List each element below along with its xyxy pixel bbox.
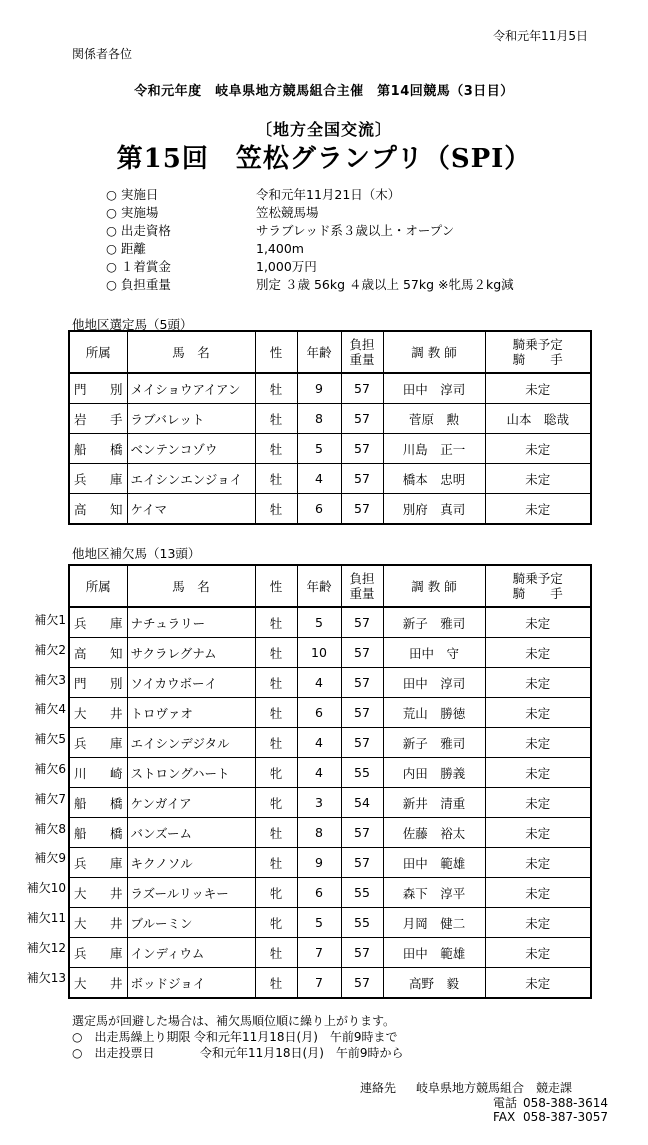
- age-cell: 4: [297, 464, 341, 494]
- trainer-cell: 川島 正一: [383, 434, 485, 464]
- affiliation-cell: 大井: [69, 908, 127, 938]
- table-row: [69, 818, 591, 848]
- trainer-cell: 田中 守: [383, 638, 485, 668]
- horse-name-cell: ナチュラリー: [127, 607, 255, 638]
- substitute-rank: 補欠6: [34, 761, 66, 776]
- jockey-cell: 未定: [485, 818, 591, 848]
- jockey-cell: 未定: [485, 698, 591, 728]
- table-row: [69, 638, 591, 668]
- weight-cell: 57: [341, 638, 383, 668]
- horse-name-cell: ストロングハート: [127, 758, 255, 788]
- trainer-cell: 田中 淳司: [383, 668, 485, 698]
- substitute-rank: 補欠13: [26, 970, 66, 985]
- tel-label: 電話: [493, 1095, 518, 1110]
- trainer-cell: 橋本 忠明: [383, 464, 485, 494]
- event-heading: 令和元年度 岐阜県地方競馬組合主催 第14回競馬（3日目）: [134, 84, 514, 99]
- weight-cell: 57: [341, 434, 383, 464]
- table-row: [69, 788, 591, 818]
- substitute-rank: 補欠8: [34, 821, 66, 836]
- note-label: ○ 出走馬繰上り期限: [72, 1030, 191, 1044]
- jockey-cell: 未定: [485, 848, 591, 878]
- table-header-row: [69, 565, 591, 607]
- trainer-cell: 別府 真司: [383, 494, 485, 525]
- jockey-cell: 未定: [485, 938, 591, 968]
- sex-cell: 牡: [255, 434, 297, 464]
- affiliation-cell: 船橋: [69, 788, 127, 818]
- sex-cell: 牡: [255, 848, 297, 878]
- affiliation-cell: 岩手: [69, 404, 127, 434]
- table-row: [69, 373, 591, 404]
- affiliation-cell: 大井: [69, 698, 127, 728]
- info-value: 笠松競馬場: [256, 205, 319, 220]
- weight-cell: 57: [341, 968, 383, 999]
- age-cell: 5: [297, 607, 341, 638]
- race-title: 第15回 笠松グランプリ（SPⅠ）: [116, 144, 532, 174]
- trainer-cell: 月岡 健二: [383, 908, 485, 938]
- col-jockey: 騎乗予定 騎 手: [485, 565, 591, 607]
- addressee: 関係者各位: [72, 47, 133, 61]
- sex-cell: 牡: [255, 818, 297, 848]
- horse-name-cell: ケイマ: [127, 494, 255, 525]
- sex-cell: 牝: [255, 878, 297, 908]
- horse-name-cell: メイショウアイアン: [127, 373, 255, 404]
- col-sex: 性: [255, 331, 297, 373]
- sex-cell: 牝: [255, 908, 297, 938]
- race-info: [106, 186, 514, 294]
- affiliation-cell: 船橋: [69, 434, 127, 464]
- horse-name-cell: ブルーミン: [127, 908, 255, 938]
- age-cell: 8: [297, 818, 341, 848]
- weight-cell: 57: [341, 668, 383, 698]
- jockey-cell: 未定: [485, 728, 591, 758]
- weight-cell: 55: [341, 758, 383, 788]
- age-cell: 6: [297, 698, 341, 728]
- substitute-rank: 補欠7: [34, 791, 66, 806]
- trainer-cell: 田中 範雄: [383, 848, 485, 878]
- affiliation-cell: 門別: [69, 373, 127, 404]
- table-row: [69, 494, 591, 525]
- sex-cell: 牡: [255, 464, 297, 494]
- age-cell: 3: [297, 788, 341, 818]
- horse-name-cell: サクラレグナム: [127, 638, 255, 668]
- note-value: 令和元年11月18日(月) 午前9時から: [200, 1046, 404, 1060]
- affiliation-cell: 川崎: [69, 758, 127, 788]
- substitute-rank: 補欠12: [26, 940, 66, 955]
- table-row: [69, 878, 591, 908]
- trainer-cell: 森下 淳平: [383, 878, 485, 908]
- tel-number: 058-388-3614: [523, 1095, 609, 1110]
- table-header-row: [69, 331, 591, 373]
- info-row: [106, 204, 514, 222]
- sex-cell: 牡: [255, 494, 297, 525]
- sex-cell: 牡: [255, 373, 297, 404]
- weight-cell: 54: [341, 788, 383, 818]
- col-horse: 馬 名: [127, 565, 255, 607]
- horse-name-cell: バンズーム: [127, 818, 255, 848]
- weight-cell: 57: [341, 728, 383, 758]
- age-cell: 4: [297, 758, 341, 788]
- horse-name-cell: ラズールリッキー: [127, 878, 255, 908]
- age-cell: 6: [297, 878, 341, 908]
- col-trainer: 調 教 師: [383, 331, 485, 373]
- horse-name-cell: エイシンエンジョイ: [127, 464, 255, 494]
- info-value: 1,000万円: [256, 259, 317, 274]
- age-cell: 8: [297, 404, 341, 434]
- document-date: 令和元年11月5日: [493, 29, 588, 43]
- substitute-rank: 補欠2: [34, 642, 66, 657]
- col-affiliation: 所属: [69, 331, 127, 373]
- affiliation-cell: 高知: [69, 494, 127, 525]
- affiliation-cell: 大井: [69, 968, 127, 999]
- info-label: ○ 実施場: [106, 205, 159, 220]
- col-trainer: 調 教 師: [383, 565, 485, 607]
- table-row: [69, 404, 591, 434]
- table-row: [69, 464, 591, 494]
- col-weight: 負担 重量: [341, 331, 383, 373]
- weight-cell: 55: [341, 908, 383, 938]
- selected-horses-label: 他地区選定馬（5頭）: [72, 317, 193, 332]
- substitute-rank-column: [18, 606, 68, 993]
- substitute-rank: 補欠5: [34, 732, 66, 747]
- age-cell: 4: [297, 668, 341, 698]
- horse-name-cell: ラブバレット: [127, 404, 255, 434]
- sex-cell: 牡: [255, 938, 297, 968]
- trainer-cell: 菅原 勲: [383, 404, 485, 434]
- jockey-cell: 未定: [485, 638, 591, 668]
- note-label: ○ 出走投票日: [72, 1046, 155, 1060]
- affiliation-cell: 兵庫: [69, 728, 127, 758]
- substitute-rank: 補欠3: [34, 672, 66, 687]
- contact-label: 連絡先: [360, 1081, 397, 1095]
- jockey-cell: 未定: [485, 434, 591, 464]
- jockey-cell: 未定: [485, 878, 591, 908]
- note-line: 選定馬が回避した場合は、補欠馬順位順に繰り上がります。: [72, 1014, 396, 1028]
- weight-cell: 57: [341, 848, 383, 878]
- jockey-cell: 未定: [485, 668, 591, 698]
- col-weight: 負担 重量: [341, 565, 383, 607]
- sex-cell: 牡: [255, 968, 297, 999]
- affiliation-cell: 門別: [69, 668, 127, 698]
- substitute-horses-label: 他地区補欠馬（13頭）: [72, 546, 201, 561]
- col-age: 年齢: [297, 331, 341, 373]
- weight-cell: 57: [341, 464, 383, 494]
- horse-name-cell: トロヴァオ: [127, 698, 255, 728]
- fax-number: 058-387-3057: [523, 1110, 609, 1124]
- table-row: [69, 668, 591, 698]
- jockey-cell: 未定: [485, 968, 591, 999]
- info-label: ○ 出走資格: [106, 223, 171, 238]
- jockey-cell: 未定: [485, 494, 591, 525]
- substitute-rank: 補欠10: [26, 881, 66, 896]
- age-cell: 9: [297, 848, 341, 878]
- info-value: 令和元年11月21日（木）: [256, 187, 401, 202]
- weight-cell: 57: [341, 494, 383, 525]
- age-cell: 6: [297, 494, 341, 525]
- trainer-cell: 田中 淳司: [383, 373, 485, 404]
- horse-name-cell: ベンテンコゾウ: [127, 434, 255, 464]
- col-age: 年齢: [297, 565, 341, 607]
- affiliation-cell: 大井: [69, 878, 127, 908]
- affiliation-cell: 兵庫: [69, 464, 127, 494]
- trainer-cell: 佐藤 裕太: [383, 818, 485, 848]
- horse-name-cell: ソイカウボーイ: [127, 668, 255, 698]
- info-value: 別定 ３歳 56kg ４歳以上 57kg ※牝馬２kg減: [256, 277, 514, 292]
- sex-cell: 牡: [255, 404, 297, 434]
- selected-horses-table: [68, 330, 592, 525]
- age-cell: 4: [297, 728, 341, 758]
- table-row: [69, 938, 591, 968]
- info-value: 1,400m: [256, 241, 304, 256]
- table-row: [69, 968, 591, 999]
- contact-org: 岐阜県地方競馬組合 競走課: [416, 1081, 573, 1095]
- jockey-cell: 未定: [485, 373, 591, 404]
- table-row: [69, 758, 591, 788]
- weight-cell: 57: [341, 938, 383, 968]
- age-cell: 9: [297, 373, 341, 404]
- substitute-rank: 補欠11: [26, 910, 66, 925]
- sex-cell: 牝: [255, 758, 297, 788]
- race-subtitle: 〔地方全国交流〕: [255, 120, 392, 139]
- table-row: [69, 728, 591, 758]
- sex-cell: 牡: [255, 607, 297, 638]
- jockey-cell: 未定: [485, 464, 591, 494]
- horse-name-cell: インディウム: [127, 938, 255, 968]
- weight-cell: 57: [341, 607, 383, 638]
- col-sex: 性: [255, 565, 297, 607]
- affiliation-cell: 船橋: [69, 818, 127, 848]
- info-row: [106, 222, 514, 240]
- info-row: [106, 258, 514, 276]
- weight-cell: 57: [341, 818, 383, 848]
- trainer-cell: 荒山 勝徳: [383, 698, 485, 728]
- weight-cell: 57: [341, 698, 383, 728]
- sex-cell: 牡: [255, 638, 297, 668]
- col-horse: 馬 名: [127, 331, 255, 373]
- table-row: [69, 908, 591, 938]
- affiliation-cell: 兵庫: [69, 848, 127, 878]
- affiliation-cell: 兵庫: [69, 938, 127, 968]
- table-row: [69, 607, 591, 638]
- weight-cell: 57: [341, 373, 383, 404]
- sex-cell: 牝: [255, 788, 297, 818]
- notes: [72, 1013, 404, 1061]
- note-value: 令和元年11月18日(月) 午前9時まで: [194, 1030, 398, 1044]
- jockey-cell: 未定: [485, 908, 591, 938]
- substitute-horses-table: [68, 564, 592, 999]
- horse-name-cell: キクノソル: [127, 848, 255, 878]
- trainer-cell: 田中 範雄: [383, 938, 485, 968]
- affiliation-cell: 兵庫: [69, 607, 127, 638]
- horse-name-cell: エイシンデジタル: [127, 728, 255, 758]
- sex-cell: 牡: [255, 728, 297, 758]
- jockey-cell: 山本 聡哉: [485, 404, 591, 434]
- info-label: ○ １着賞金: [106, 259, 171, 274]
- info-row: [106, 276, 514, 294]
- substitute-rank: 補欠4: [34, 702, 66, 717]
- weight-cell: 55: [341, 878, 383, 908]
- trainer-cell: 新井 清重: [383, 788, 485, 818]
- fax-label: FAX: [493, 1110, 516, 1124]
- info-row: [106, 186, 514, 204]
- info-label: ○ 距離: [106, 241, 146, 256]
- substitute-rank: 補欠1: [34, 613, 66, 627]
- jockey-cell: 未定: [485, 758, 591, 788]
- col-affiliation: 所属: [69, 565, 127, 607]
- age-cell: 7: [297, 938, 341, 968]
- info-label: ○ 負担重量: [106, 277, 171, 292]
- trainer-cell: 新子 雅司: [383, 728, 485, 758]
- trainer-cell: 新子 雅司: [383, 607, 485, 638]
- jockey-cell: 未定: [485, 788, 591, 818]
- horse-name-cell: ケンガイア: [127, 788, 255, 818]
- weight-cell: 57: [341, 404, 383, 434]
- jockey-cell: 未定: [485, 607, 591, 638]
- info-value: サラブレッド系３歳以上・オープン: [256, 223, 455, 238]
- contact-block: [360, 1081, 608, 1125]
- horse-name-cell: ボッドジョイ: [127, 968, 255, 999]
- trainer-cell: 内田 勝義: [383, 758, 485, 788]
- substitute-rank: 補欠9: [34, 851, 66, 866]
- sex-cell: 牡: [255, 698, 297, 728]
- sex-cell: 牡: [255, 668, 297, 698]
- table-row: [69, 698, 591, 728]
- info-row: [106, 240, 514, 258]
- trainer-cell: 高野 毅: [383, 968, 485, 999]
- table-row: [69, 848, 591, 878]
- age-cell: 7: [297, 968, 341, 999]
- table-row: [69, 434, 591, 464]
- info-label: ○ 実施日: [106, 187, 159, 202]
- age-cell: 10: [297, 638, 341, 668]
- age-cell: 5: [297, 908, 341, 938]
- age-cell: 5: [297, 434, 341, 464]
- affiliation-cell: 高知: [69, 638, 127, 668]
- col-jockey: 騎乗予定 騎 手: [485, 331, 591, 373]
